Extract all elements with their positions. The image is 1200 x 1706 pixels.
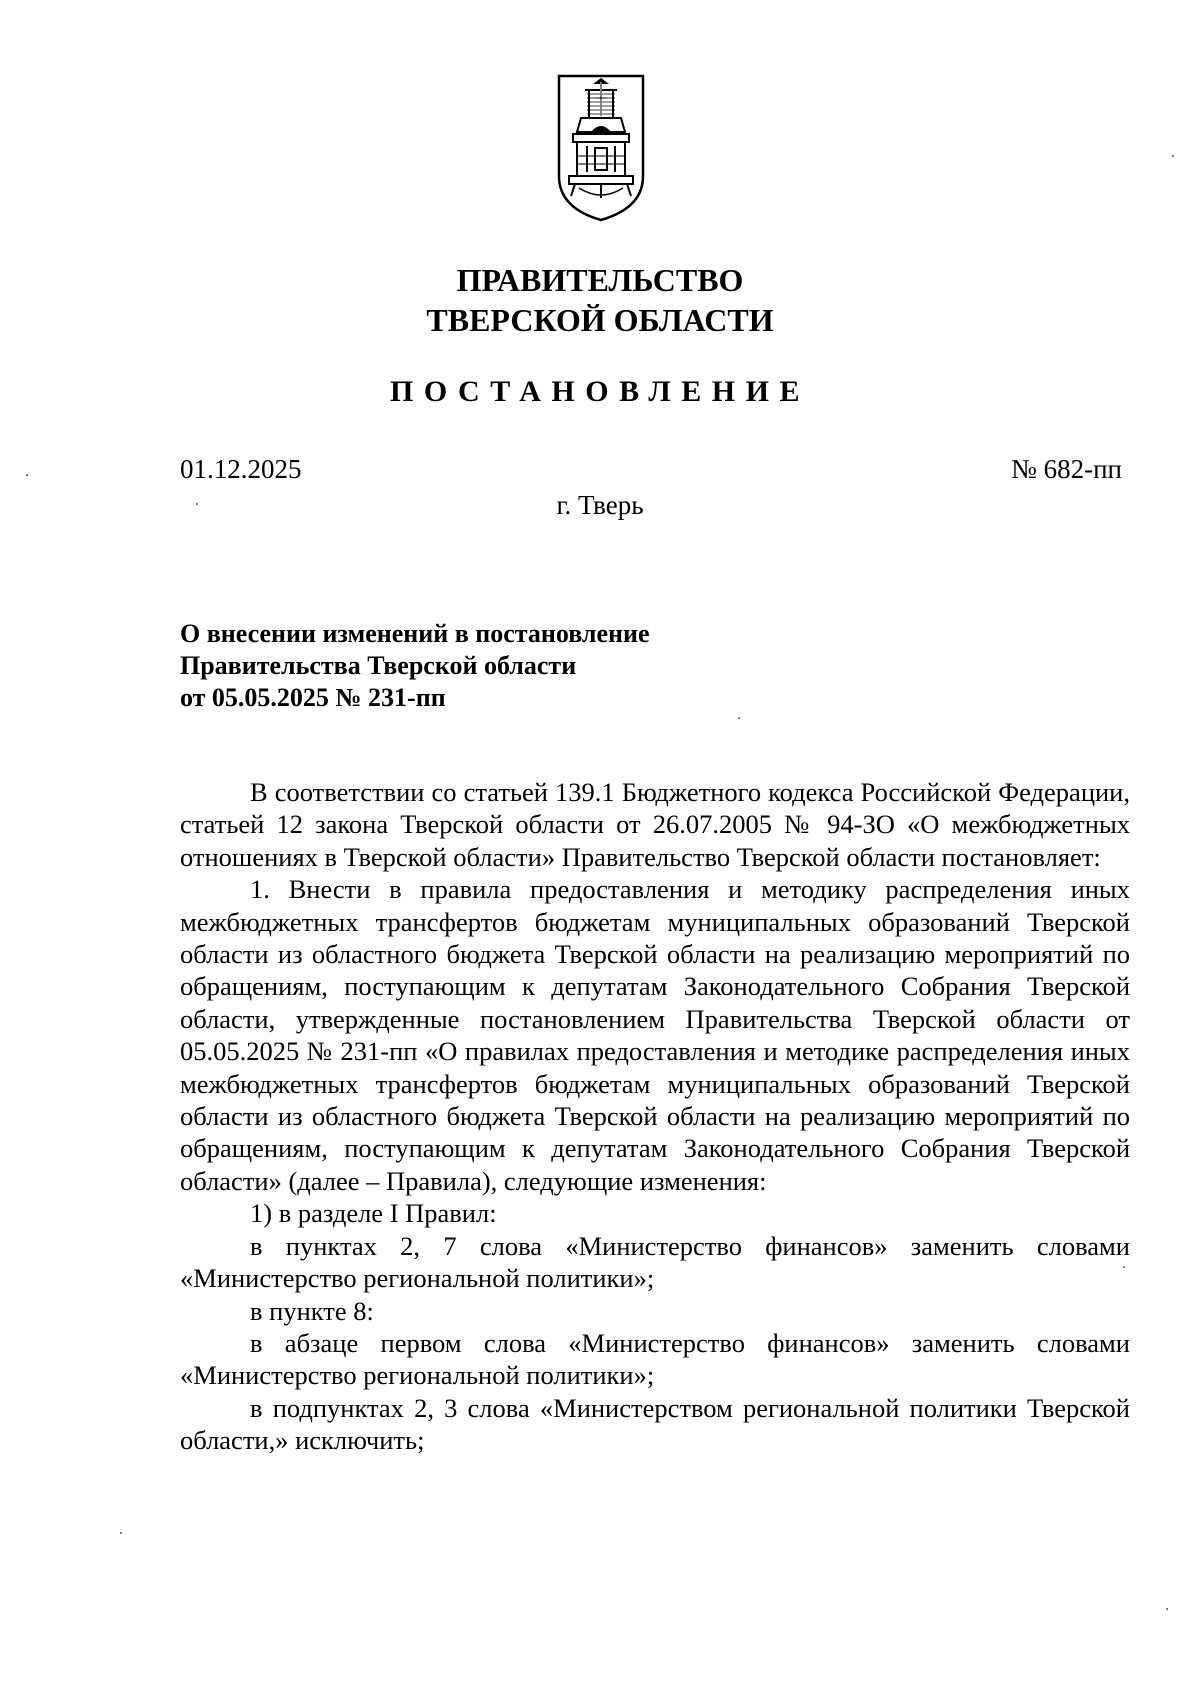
document-type: ПОСТАНОВЛЕНИЕ — [390, 375, 810, 408]
scan-speck — [196, 503, 198, 505]
document-date: 01.12.2025 — [180, 454, 302, 484]
body-paragraph: в подпунктах 2, 3 слова «Министерством региональной политики Тверской области,» исключить; — [180, 1392, 1130, 1456]
subject-line: от 05.05.2025 № 231-пп — [180, 683, 446, 712]
document-body — [180, 776, 1130, 1457]
document-city: г. Тверь — [556, 490, 644, 520]
scan-speck — [1123, 1266, 1125, 1268]
body-paragraph-item-1: 1. Внести в правила предоставления и методику распределения иных межбюджетных трансфертов бюджетам муниципальных образований Тверской области из областного бюджета Тверской области на реализацию мероприятий по обращениям, поступающим к депутатам Законодательного Собрания Тверской области, утвержденные постановлением Правительства Тверской области от 05.05.2025 № 231-пп «О правилах предоставления и методике распределения иных межбюджетных трансфертов бюджетам муниципальных образований Тверской области из областного бюджета Тверской области на реализацию мероприятий по обращениям, поступающим к депутатам Законодательного Собрания Тверской области» (далее – Правила), следующие изменения: — [180, 874, 1130, 1196]
scan-speck — [738, 717, 740, 719]
body-paragraph: в пункте 8: — [250, 1295, 374, 1326]
body-paragraph-subitem-1: 1) в разделе I Правил: — [250, 1198, 497, 1229]
document-number: № 682-пп — [1011, 454, 1122, 484]
organization-name-line2: ТВЕРСКОЙ ОБЛАСТИ — [426, 302, 774, 338]
body-paragraph: в пунктах 2, 7 слова «Министерство финансов» заменить словами «Министерство региональной политики»; — [180, 1230, 1130, 1294]
document-subject — [180, 618, 780, 714]
organization-name-line1: ПРАВИТЕЛЬСТВО — [456, 262, 744, 298]
scan-speck — [120, 1532, 122, 1534]
coat-of-arms-icon — [555, 72, 647, 224]
scan-speck — [26, 474, 28, 476]
body-paragraph-preamble: В соответствии со статьей 139.1 Бюджетного кодекса Российской Федерации, статьей 12 закона Тверской области от 26.07.2005 № 94-ЗО «О межбюджетных отношениях в Тверской области» Правительство Тверской области постановляет: — [180, 777, 1130, 872]
subject-line: О внесении изменений в постановление — [180, 619, 650, 648]
body-paragraph: в абзаце первом слова «Министерство финансов» заменить словами «Министерство региональной политики»; — [180, 1327, 1130, 1391]
subject-line: Правительства Тверской области — [180, 651, 577, 680]
scan-speck — [1172, 155, 1174, 157]
scan-speck — [1166, 1608, 1168, 1610]
